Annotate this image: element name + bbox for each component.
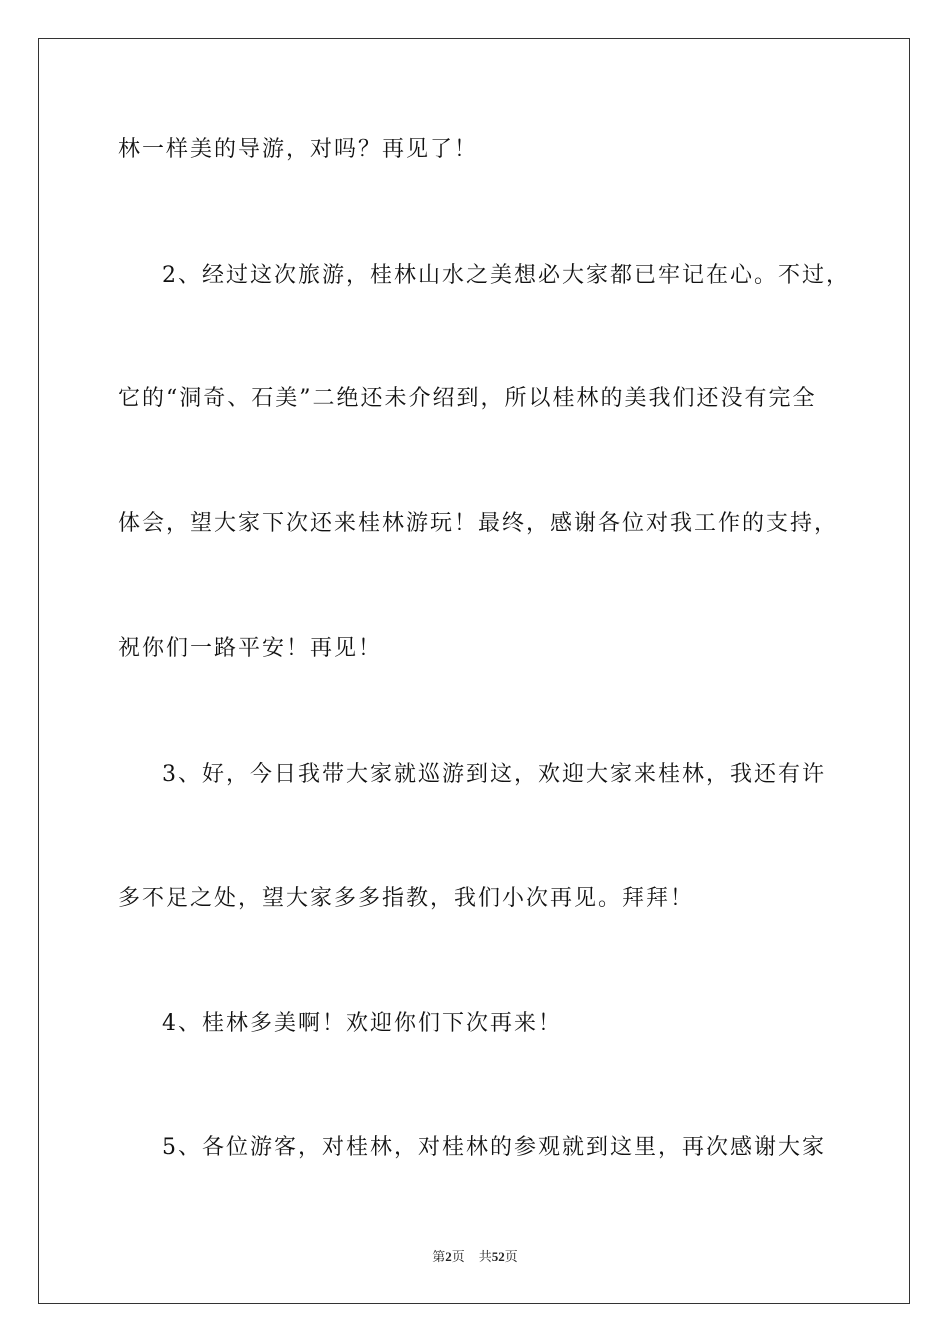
text-line-5: 祝你们一路平安！再见！ [118, 636, 383, 661]
text-line-1: 林一样美的导游，对吗？再见了！ [118, 137, 479, 162]
text-line-8: 4、桂林多美啊！欢迎你们下次再来！ [162, 1011, 562, 1036]
page-footer [0, 1248, 950, 1267]
page-frame [38, 38, 910, 1304]
text-line-2: 2、经过这次旅游，桂林山水之美想必大家都已牢记在心。不过， [162, 263, 850, 288]
text-line-7: 多不足之处，望大家多多指教，我们小次再见。拜拜！ [118, 886, 695, 911]
footer-page-prefix: 第 [432, 1250, 446, 1265]
text-line-4: 体会，望大家下次还来桂林游玩！最终，感谢各位对我工作的支持， [118, 511, 839, 536]
text-line-9: 5、各位游客，对桂林，对桂林的参观就到这里，再次感谢大家 [162, 1135, 826, 1160]
text-line-6: 3、好，今日我带大家就巡游到这，欢迎大家来桂林，我还有许 [162, 762, 826, 787]
footer-page-suffix: 页 [451, 1250, 465, 1265]
footer-total-pages: 52 [491, 1249, 505, 1264]
text-line-3: 它的“洞奇、石美”二绝还未介绍到，所以桂林的美我们还没有完全 [118, 386, 817, 411]
footer-page-number: 2 [445, 1249, 452, 1264]
footer-total-prefix: 共 [478, 1250, 492, 1265]
footer-total-suffix: 页 [504, 1250, 518, 1265]
